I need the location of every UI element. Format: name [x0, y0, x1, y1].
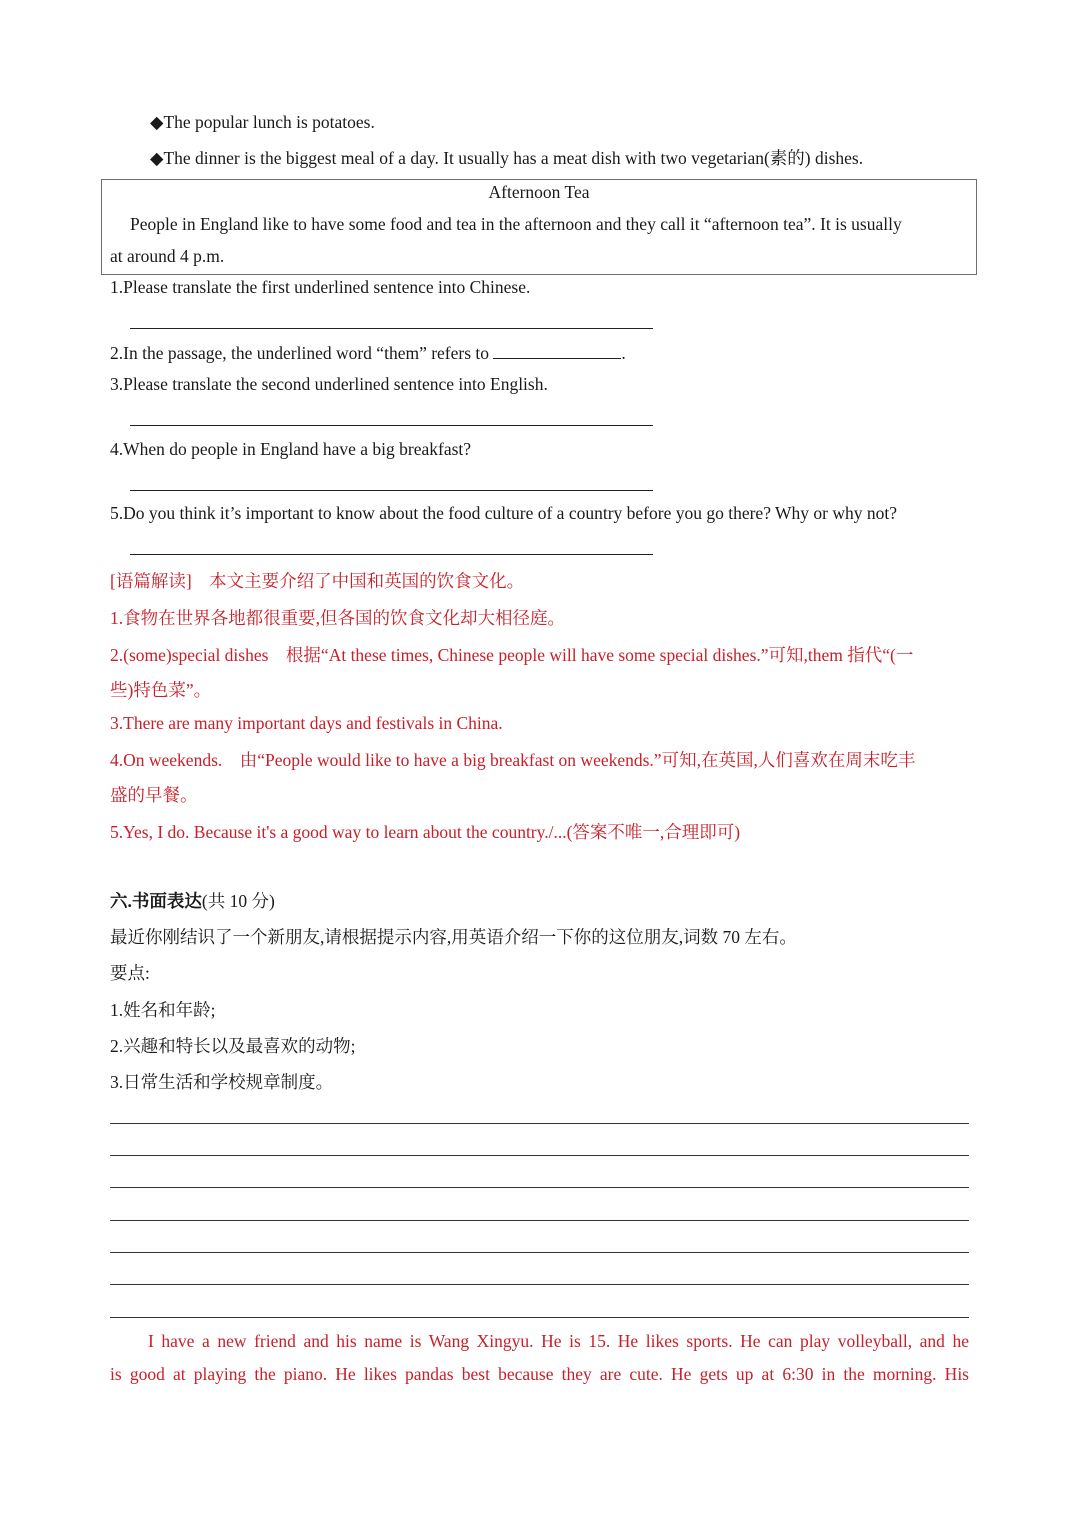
box-line-2: at around 4 p.m. — [110, 246, 225, 266]
question-1: 1.Please translate the first underlined sentence into Chinese. — [110, 277, 531, 297]
writing-heading-title: 六.书面表达 — [110, 891, 202, 911]
answer-2-line-1: 2.(some)special dishes 根据“At these times, Chinese people will have some special dishes.”可知,them 指代“(一 — [110, 645, 914, 665]
question-4: 4.When do people in England have a big breakfast? — [110, 439, 472, 459]
writing-heading — [110, 888, 275, 913]
sample-answer-line-1: I have a new friend and his name is Wang Xingyu. He is 15. He likes sports. He can play volleyball, and he — [148, 1331, 969, 1351]
sample-answer — [110, 1325, 969, 1391]
writing-prompt: 最近你刚结识了一个新朋友,请根据提示内容,用英语介绍一下你的这位朋友,词数 70 左右。 — [110, 927, 797, 947]
writing-line[interactable] — [110, 1123, 969, 1124]
writing-line[interactable] — [110, 1252, 969, 1253]
answer-line-3[interactable] — [130, 425, 653, 426]
answer-1: 1.食物在世界各地都很重要,但各国的饮食文化却大相径庭。 — [110, 608, 565, 628]
answer-3: 3.There are many important days and festivals in China. — [110, 713, 503, 733]
writing-point-2: 2.兴趣和特长以及最喜欢的动物; — [110, 1036, 356, 1056]
writing-points-label: 要点: — [110, 963, 150, 983]
answer-4-line-1: 4.On weekends. 由“People would like to have a big breakfast on weekends.”可知,在英国,人们喜欢在周末吃丰 — [110, 750, 916, 770]
bullet-lunch: ◆The popular lunch is potatoes. — [150, 112, 375, 132]
answer-summary: [语篇解读] 本文主要介绍了中国和英国的饮食文化。 — [110, 571, 525, 591]
box-line-1: People in England like to have some food and tea in the afternoon and they call it “afternoon tea”. It is usually — [130, 214, 902, 234]
sample-answer-line-2: is good at playing the piano. He likes pandas best because they are cute. He gets up at 6:30 in the morning. His — [110, 1364, 969, 1384]
writing-line[interactable] — [110, 1187, 969, 1188]
writing-point-3: 3.日常生活和学校规章制度。 — [110, 1072, 334, 1092]
writing-line[interactable] — [110, 1155, 969, 1156]
answer-line-5[interactable] — [130, 554, 653, 555]
afternoon-tea-box — [101, 179, 977, 275]
box-title: Afternoon Tea — [488, 182, 590, 202]
answer-4-line-2: 盛的早餐。 — [110, 785, 198, 805]
bullet-dinner: ◆The dinner is the biggest meal of a day. It usually has a meat dish with two vegetarian(素的) dishes. — [150, 148, 864, 168]
writing-line[interactable] — [110, 1284, 969, 1285]
writing-point-1: 1.姓名和年龄; — [110, 1000, 216, 1020]
writing-line[interactable] — [110, 1220, 969, 1221]
question-2 — [110, 342, 626, 364]
answer-line-4[interactable] — [130, 490, 653, 491]
answer-5: 5.Yes, I do. Because it's a good way to learn about the country./...(答案不唯一,合理即可) — [110, 822, 741, 842]
answer-line-1[interactable] — [130, 328, 653, 329]
writing-heading-score: (共 10 分) — [201, 891, 275, 911]
question-3: 3.Please translate the second underlined sentence into English. — [110, 374, 548, 394]
question-5: 5.Do you think it’s important to know about the food culture of a country before you go there? Why or why not? — [110, 503, 898, 523]
writing-line[interactable] — [110, 1317, 969, 1318]
answer-2-line-2: 些)特色菜”。 — [110, 680, 212, 700]
question-2-text: 2.In the passage, the underlined word “them” refers to — [110, 343, 494, 363]
answer-blank-2[interactable] — [493, 342, 621, 359]
question-2-end: . — [621, 343, 626, 363]
